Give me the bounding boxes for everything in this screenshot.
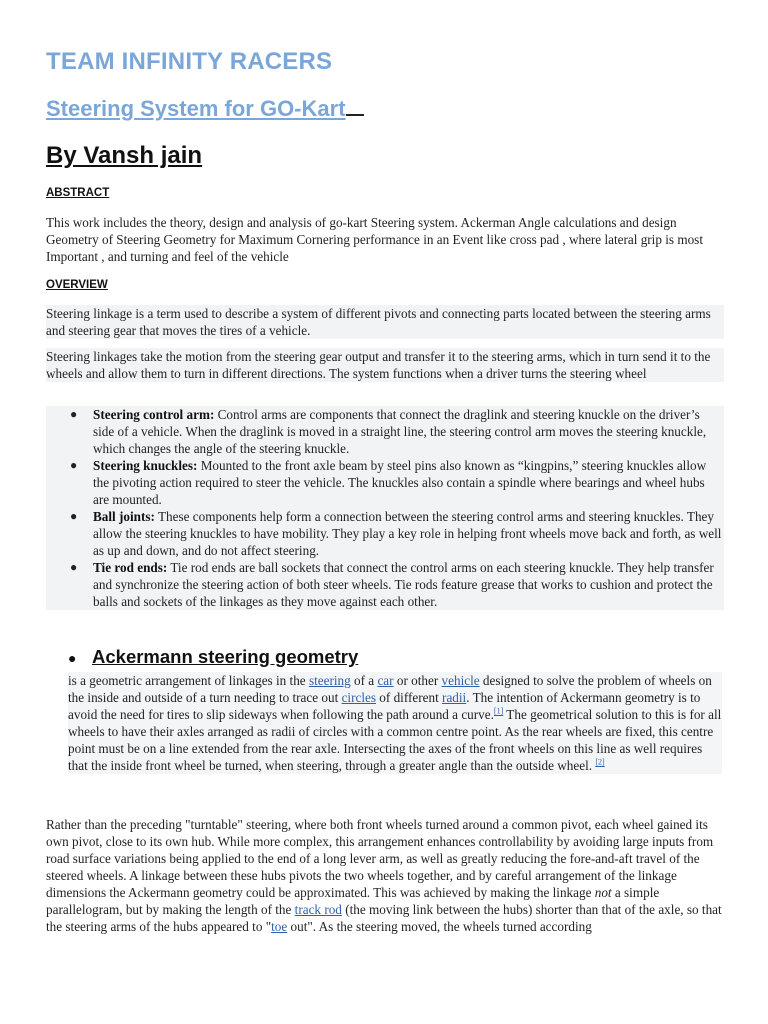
link-car[interactable]: car <box>377 673 394 688</box>
link-steering[interactable]: steering <box>308 673 351 688</box>
list-item-term: Ball joints: <box>93 509 155 524</box>
subtitle-underline-tail <box>346 96 364 116</box>
overview-paragraph-2: Steering linkages take the motion from the steering gear output and transfer it to the steering arms, which in turn send it to the wheels and allow them to turn in different directions. The system functions when a driver turns the steering wheel <box>46 348 724 382</box>
link-toe[interactable]: toe <box>271 919 288 934</box>
steering-components-list <box>46 406 724 610</box>
text-run: is a geometric arrangement of linkages in the <box>68 673 309 688</box>
list-item <box>46 406 724 457</box>
text-run: a simple parallelogram, but by making the length of the <box>46 885 660 917</box>
text-run: of different <box>376 690 443 705</box>
list-item <box>46 508 724 559</box>
list-item <box>46 559 724 610</box>
text-run: designed to solve the problem of wheels on the inside and outside of a turn needing to trace out <box>68 673 712 705</box>
text-run: or other <box>393 673 442 688</box>
text-run: (the moving link between the hubs) shorter than that of the axle, so that the steering arms of the hubs appeared to " <box>46 902 722 934</box>
overview-paragraph-1: Steering linkage is a term used to describe a system of different pivots and connecting parts located between the steering arms and steering gear that moves the tires of a vehicle. <box>46 305 724 339</box>
citation-ref-1[interactable]: [1] <box>493 706 504 716</box>
history-paragraph <box>46 816 724 935</box>
link-track-rod[interactable]: track rod <box>294 902 342 917</box>
list-item-text: These components help form a connection between the steering control arms and steering knuckles. They allow the steering knuckles to have mobility. They play a key role in helping front wheels move back and forth, as well as up and down, and do not affect steering. <box>93 509 722 558</box>
bullet-icon: ● <box>70 458 78 472</box>
subtitle-text: Steering System for GO-Kart <box>46 96 346 121</box>
text-run: The geometrical solution to this is for all wheels to have their axles arranged as radii of circles with a common centre point. As the rear wheels are fixed, this centre point must be on a line extended from the rear axle. Intersecting the axes of the front wheels on this line as well requires that the inside front wheel be turned, when steering, through a greater angle than the outside wheel. <box>68 707 722 773</box>
overview-label: OVERVIEW <box>46 279 108 291</box>
list-item <box>46 457 724 508</box>
bullet-icon: ● <box>70 560 78 574</box>
list-item-term: Tie rod ends: <box>93 560 168 575</box>
document-subtitle <box>46 96 364 122</box>
citation-ref-2[interactable]: [2] <box>595 757 605 767</box>
ackermann-heading <box>68 646 358 668</box>
abstract-text: This work includes the theory, design and analysis of go-kart Steering system. Ackerman Angle calculations and design Geometry of Steering Geometry for Maximum Cornering performance in an Event like cross pad , where lateral grip is most Important , and turning and feel of the vehicle <box>46 215 703 264</box>
link-circles[interactable]: circles <box>341 690 376 705</box>
list-item-text: Control arms are components that connect the draglink and steering knuckle on the driver’s side of a vehicle. When the draglink is moved in a straight line, the steering control arm moves the steering knuckle, which changes the angle of the steering knuckle. <box>93 407 707 456</box>
text-run: out". As the steering moved, the wheels turned according <box>287 919 592 934</box>
list-item-term: Steering knuckles: <box>93 458 198 473</box>
ackermann-paragraph <box>68 672 722 774</box>
list-item-text: Tie rod ends are ball sockets that connect the control arms on each steering knuckle. They help transfer and synchronize the steering action of both steer wheels. Tie rods feature grease that works to cushion and protect the balls and sockets of the linkages as they move against each other. <box>93 560 714 609</box>
link-vehicle[interactable]: vehicle <box>441 673 480 688</box>
author-line: By Vansh jain <box>46 142 203 169</box>
emphasis-not: not <box>594 885 612 900</box>
text-run: of a <box>350 673 378 688</box>
bullet-icon: ● <box>70 407 78 421</box>
abstract-label: ABSTRACT <box>46 187 110 199</box>
link-radii[interactable]: radii <box>442 690 467 705</box>
list-item-text: Mounted to the front axle beam by steel pins also known as “kingpins,” steering knuckles allow the pivoting action required to steer the vehicle. The knuckles also contain a spindle where bearings and wheel hubs are mounted. <box>93 458 707 507</box>
list-item-term: Steering control arm: <box>93 407 215 422</box>
text-run: . The intention of Ackermann geometry is to avoid the need for tires to slip sideways when following the path around a curve. <box>68 690 701 722</box>
text-run: Rather than the preceding "turntable" steering, where both front wheels turned around a common pivot, each wheel gained its own pivot, close to its own hub. While more complex, this arrangement enhances controllability by avoiding large inputs from road surface variations being applied to the end of a long lever arm, as well as greatly reducing the fore-and-aft travel of the steered wheels. A linkage between these hubs pivots the two wheels together, and by careful arrangement of the linkage dimensions the Ackermann geometry could be approximated. This was achieved by making the linkage <box>46 817 714 900</box>
team-title: TEAM INFINITY RACERS <box>46 48 333 75</box>
bullet-icon: ● <box>70 509 78 523</box>
ackermann-heading-text: Ackermann steering geometry <box>92 646 359 667</box>
bullet-icon: ● <box>68 650 77 667</box>
